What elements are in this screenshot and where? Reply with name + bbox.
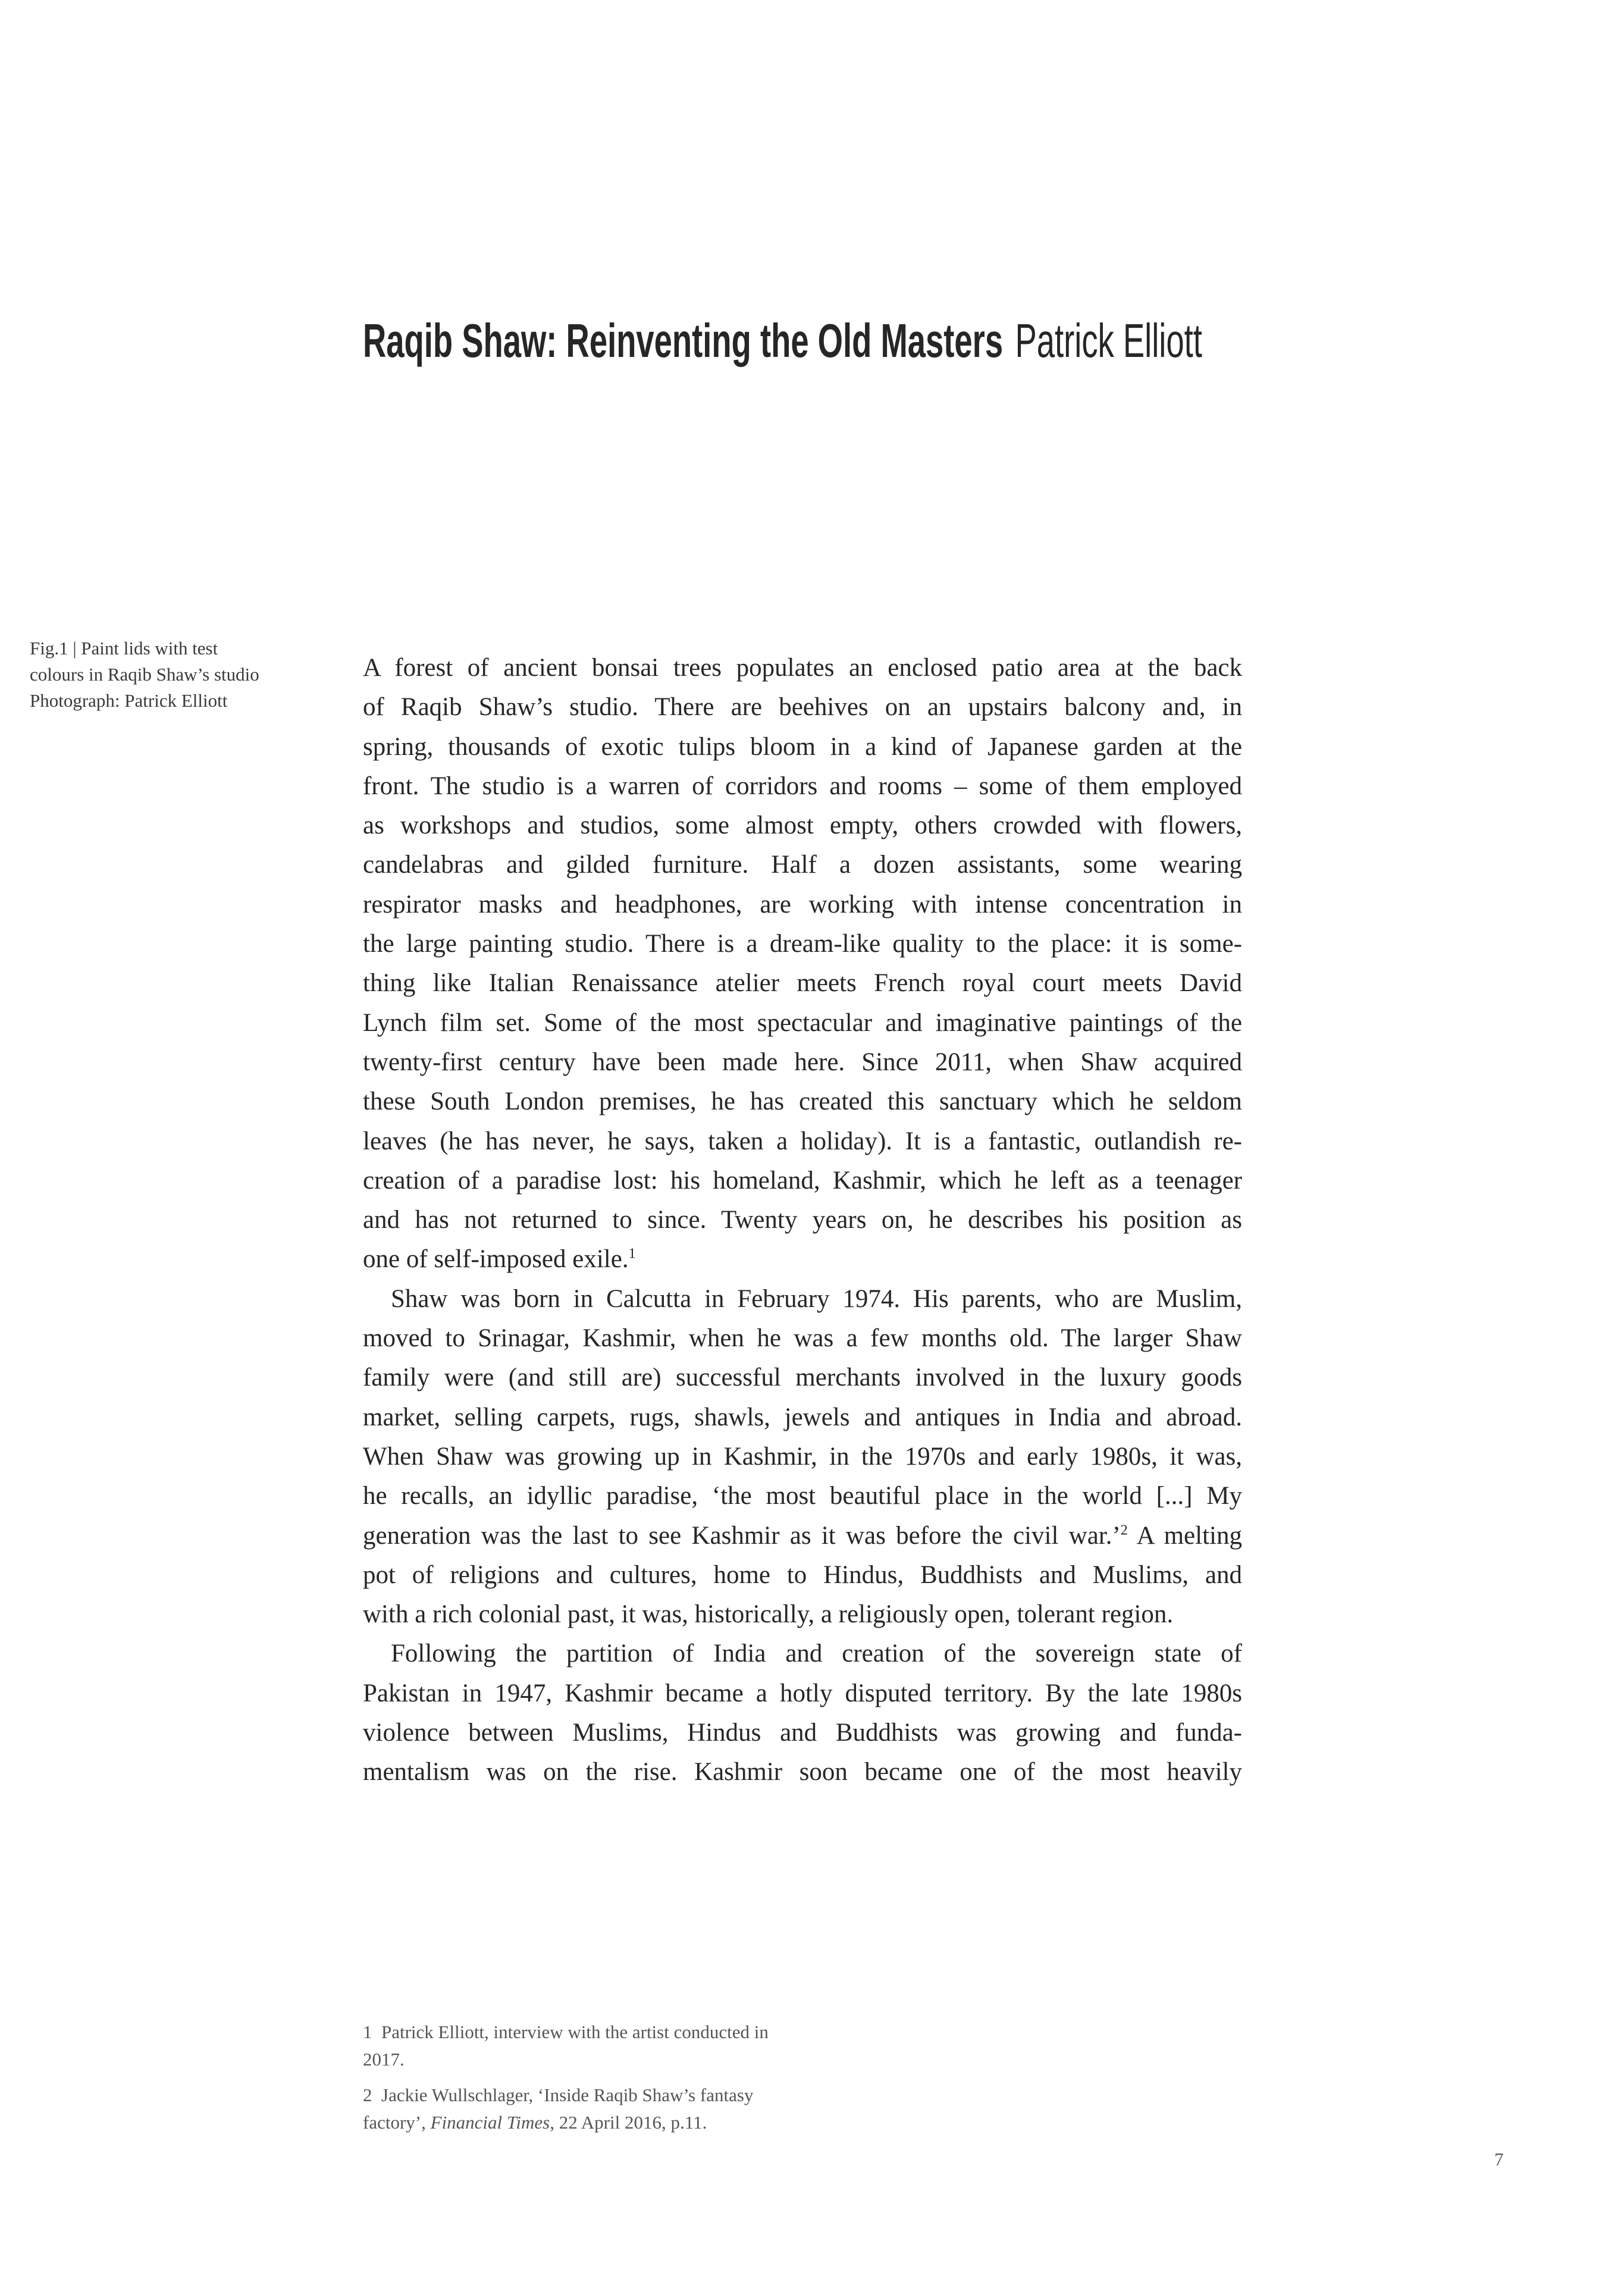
line-text: respirator masks and headphones, are working with intense concentration in (363, 890, 1242, 919)
caption-line: colours in Raqib Shaw’s studio (30, 664, 259, 685)
line-text: thing like Italian Renaissance atelier meets French royal court meets David (363, 969, 1242, 998)
footnote-text: Patrick Elliott, interview with the artist conducted in 2017. (363, 2021, 769, 2070)
body-line (363, 1753, 1242, 1792)
body-line (363, 1595, 1242, 1634)
body-line (363, 1280, 1242, 1319)
body-line (363, 1201, 1242, 1240)
body-line (363, 1240, 1242, 1279)
line-text: these South London premises, he has created this sanctuary which he seldom (363, 1087, 1242, 1116)
line-text: When Shaw was growing up in Kashmir, in the 1970s and early 1980s, it was, (363, 1442, 1242, 1471)
body-line (363, 845, 1242, 885)
body-line (363, 1634, 1242, 1673)
line-text: creation of a paradise lost: his homeland, Kashmir, which he left as a teenager (363, 1166, 1242, 1195)
line-text: of Raqib Shaw’s studio. There are beehives on an upstairs balcony and, in (363, 693, 1242, 722)
line-text: generation was the last to see Kashmir as it was before the civil war.’ (363, 1521, 1121, 1550)
figure-caption (30, 635, 339, 714)
footnote-number: 1 (363, 2021, 372, 2042)
body-line (363, 964, 1242, 1003)
line-text: leaves (he has never, he says, taken a holiday). It is a fantastic, outlandish re- (363, 1127, 1242, 1155)
footnote-1 (363, 2019, 779, 2073)
body-line (363, 688, 1242, 727)
body-line (363, 1516, 1242, 1556)
body-line (363, 1319, 1242, 1358)
footnote-text-end: , 22 April 2016, p.11. (550, 2112, 707, 2133)
caption-credit: Photograph: Patrick Elliott (30, 690, 228, 711)
body-line (363, 1122, 1242, 1161)
body-line (363, 648, 1242, 688)
article-author: Patrick Elliott (1015, 314, 1202, 367)
body-line (363, 1043, 1242, 1082)
body-line (363, 1161, 1242, 1201)
line-text: violence between Muslims, Hindus and Buddhists was growing and funda- (363, 1719, 1242, 1747)
line-text: candelabras and gilded furniture. Half a dozen assistants, some wearing (363, 851, 1242, 879)
body-line (363, 885, 1242, 924)
line-text: with a rich colonial past, it was, historically, a religiously open, tolerant region. (363, 1600, 1174, 1629)
body-line (363, 806, 1242, 845)
line-text: A forest of ancient bonsai trees populates an enclosed patio area at the back (363, 654, 1242, 682)
footnote-publication: Financial Times (430, 2112, 550, 2133)
line-text: Lynch film set. Some of the most spectacular and imaginative paintings of the (363, 1008, 1242, 1037)
line-text: he recalls, an idyllic paradise, ‘the most beautiful place in the world [...] My (363, 1482, 1242, 1510)
caption-line: Fig.1 | Paint lids with test (30, 638, 218, 659)
line-text: market, selling carpets, rugs, shawls, jewels and antiques in India and abroad. (363, 1403, 1242, 1431)
line-text: pot of religions and cultures, home to Hindus, Buddhists and Muslims, and (363, 1560, 1242, 1589)
body-line (363, 1674, 1242, 1713)
line-text: one of self-imposed exile. (363, 1245, 629, 1274)
body-line (363, 1437, 1242, 1477)
footnote-ref: 1 (628, 1246, 636, 1262)
footnote-2 (363, 2082, 779, 2136)
line-text: spring, thousands of exotic tulips bloom in a kind of Japanese garden at the (363, 732, 1242, 761)
body-line (363, 767, 1242, 806)
line-text: as workshops and studios, some almost empty, others crowded with flowers, (363, 811, 1242, 840)
line-text: family were (and still are) successful merchants involved in the luxury goods (363, 1364, 1242, 1392)
body-line (363, 1713, 1242, 1753)
article-body (363, 648, 1242, 1792)
line-text: Pakistan in 1947, Kashmir became a hotly disputed territory. By the late 1980s (363, 1679, 1242, 1707)
body-line (363, 1082, 1242, 1121)
body-line (363, 1556, 1242, 1595)
line-text: and has not returned to since. Twenty years on, he describes his position as (363, 1206, 1242, 1234)
line-text: Following the partition of India and creation of the sovereign state of (391, 1640, 1242, 1668)
page-number: 7 (1494, 2149, 1504, 2170)
footnote-text: Jackie Wullschlager, ‘Inside Raqib Shaw’s fantasy factory’, (363, 2085, 754, 2133)
line-text: mentalism was on the rise. Kashmir soon became one of the most heavily (363, 1758, 1242, 1786)
line-text: moved to Srinagar, Kashmir, when he was a few months old. The larger Shaw (363, 1324, 1242, 1353)
article-title: Raqib Shaw: Reinventing the Old Masters (363, 314, 1004, 367)
body-line (363, 1477, 1242, 1516)
footnote-number: 2 (363, 2085, 372, 2105)
body-line (363, 1358, 1242, 1397)
body-line (363, 1398, 1242, 1437)
line-text: front. The studio is a warren of corridors and rooms – some of them employed (363, 772, 1242, 800)
footnotes (363, 2019, 779, 2145)
body-line (363, 1004, 1242, 1043)
article-title-block (363, 314, 1202, 368)
footnote-ref: 2 (1120, 1522, 1128, 1538)
line-text: Shaw was born in Calcutta in February 1974. His parents, who are Muslim, (391, 1284, 1242, 1313)
line-text: A melting (1127, 1521, 1242, 1550)
line-text: twenty-first century have been made here. Since 2011, when Shaw acquired (363, 1048, 1242, 1076)
line-text: the large painting studio. There is a dream-like quality to the place: it is some- (363, 930, 1242, 958)
body-line (363, 924, 1242, 964)
body-line (363, 728, 1242, 767)
